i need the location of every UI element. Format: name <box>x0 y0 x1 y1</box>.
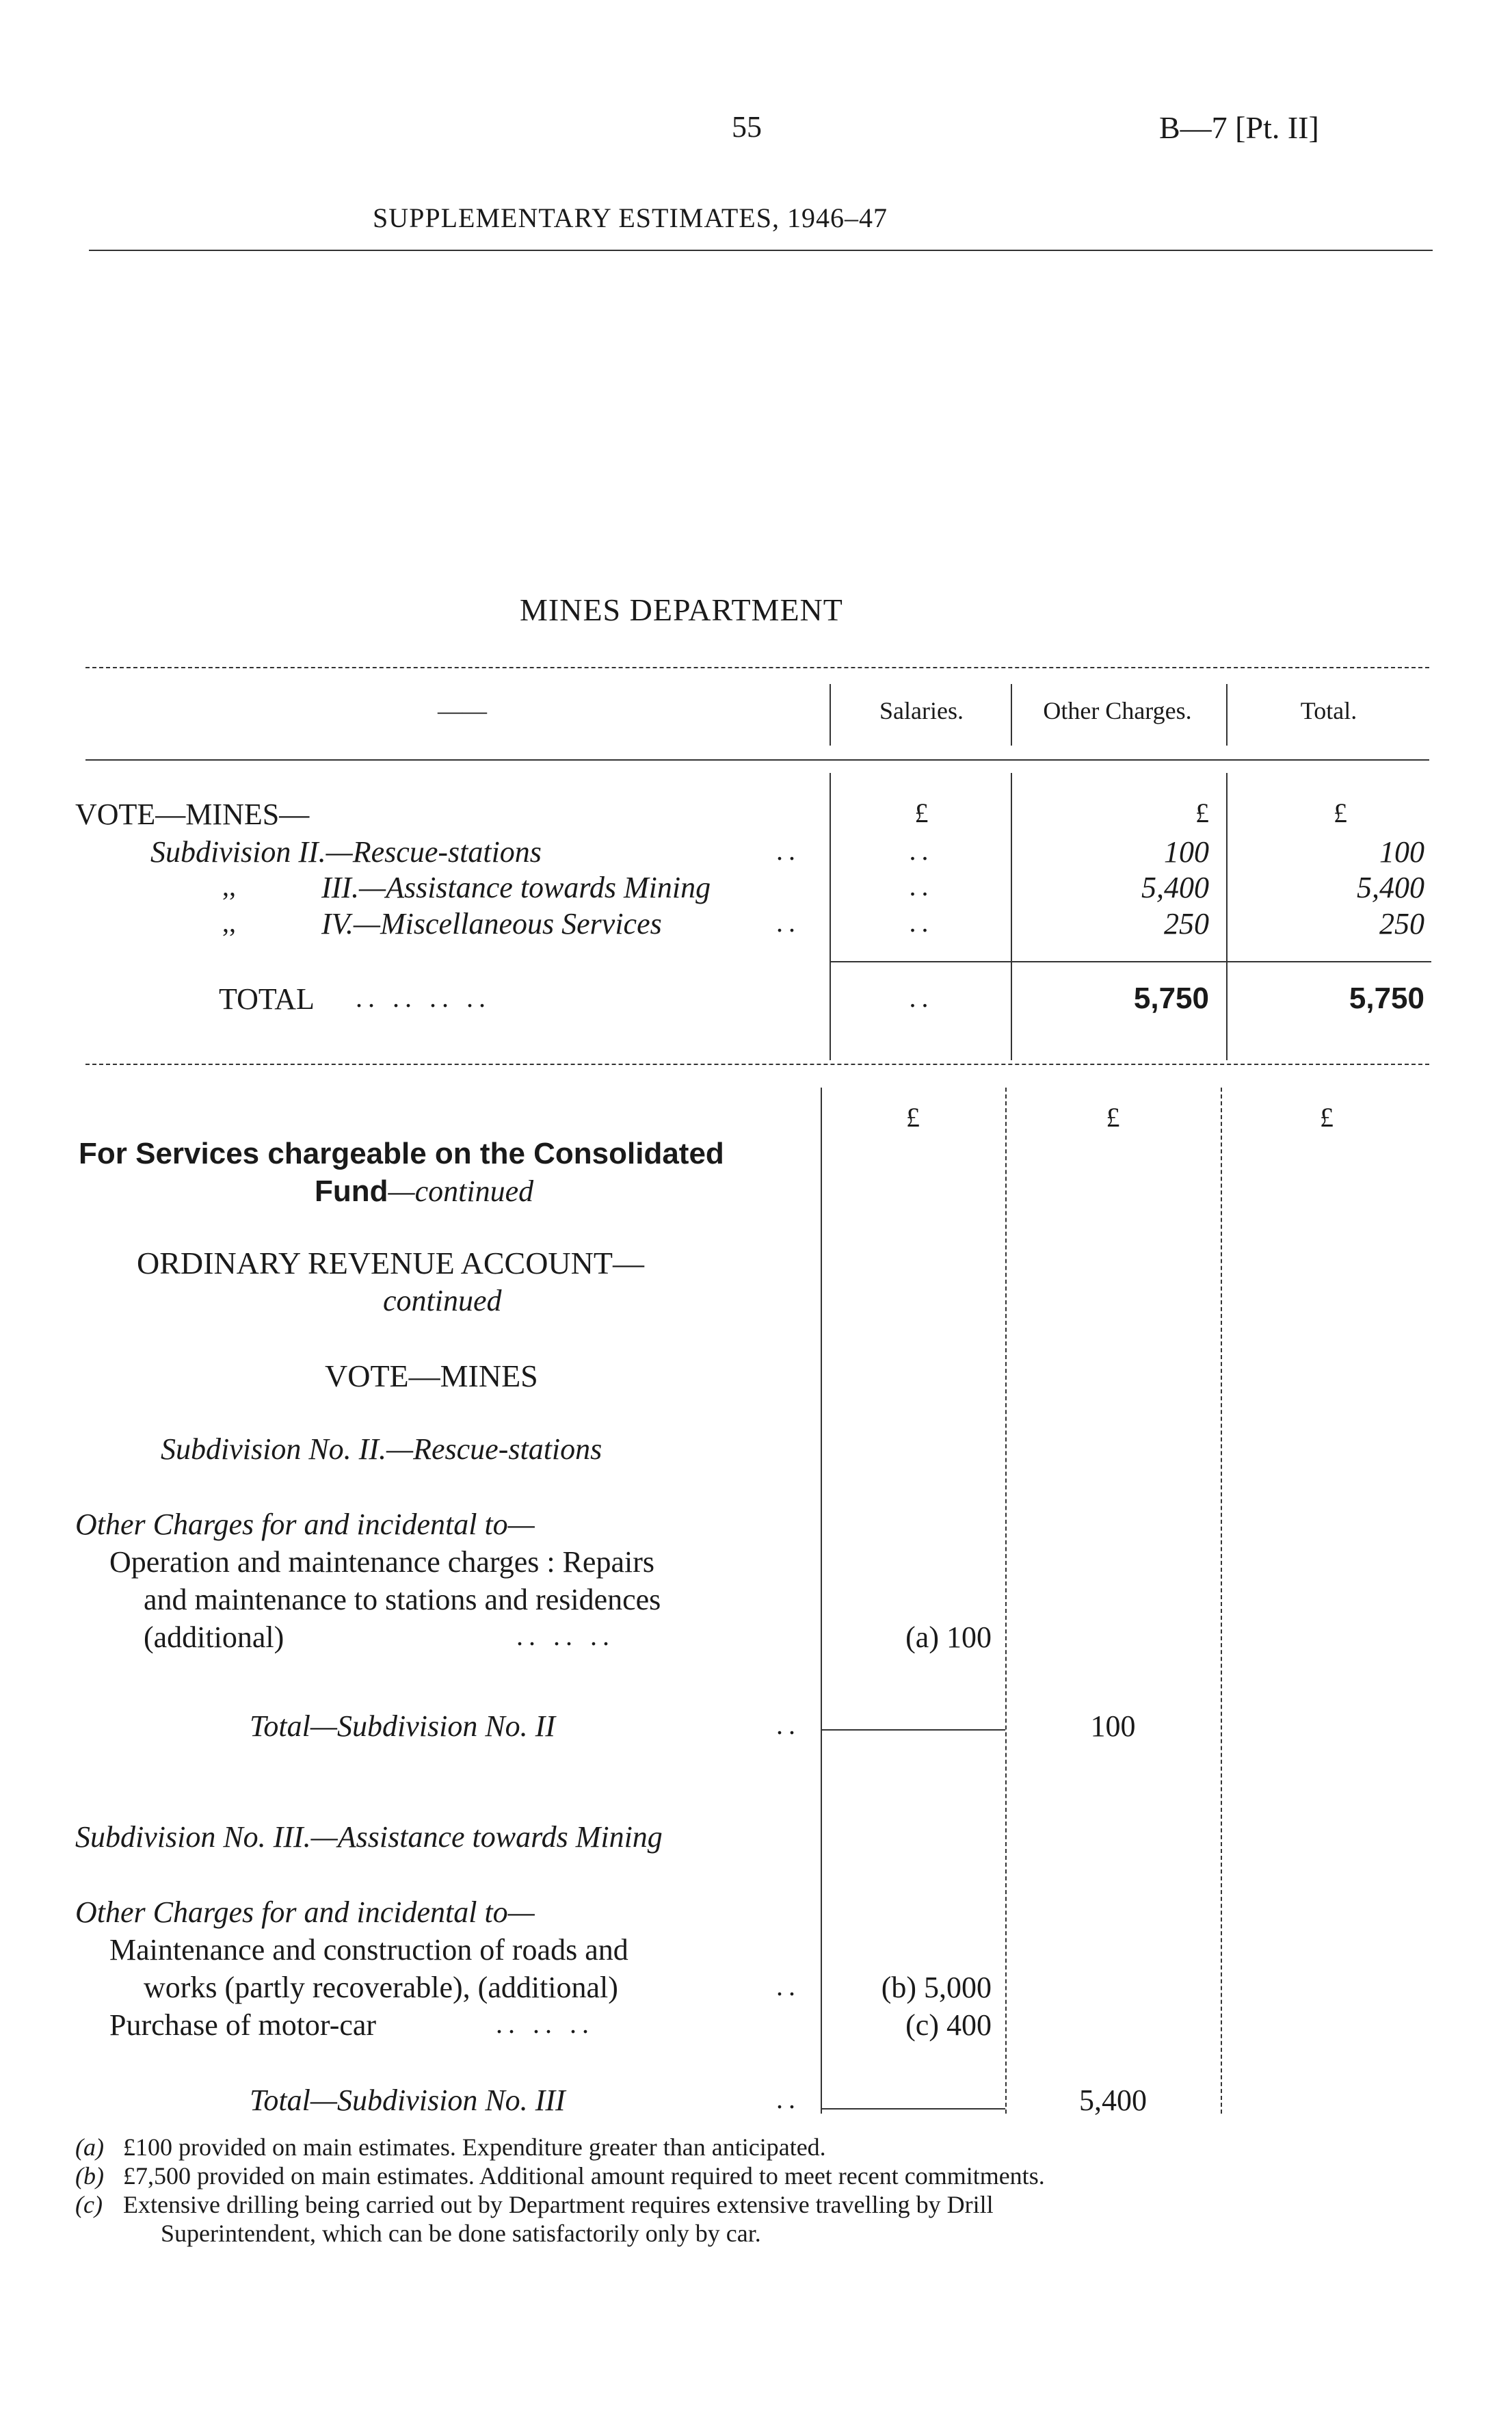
summary-row-3-label: IV.—Miscellaneous Services <box>321 907 662 941</box>
footnote-c-continuation: Superintendent, which can be done satisfactorily only by car. <box>161 2220 761 2247</box>
subdiv3-total-leader: .. <box>776 2084 801 2114</box>
header-bottom-rule <box>85 759 1429 761</box>
detail-col-rule-1 <box>821 1088 822 2114</box>
subdiv3-total-amount: 5,400 <box>1079 2084 1147 2117</box>
subdiv3-charges-heading: Other Charges for and incidental to— <box>75 1895 535 1929</box>
vote-heading: VOTE—MINES <box>325 1358 538 1393</box>
page-number: 55 <box>732 110 762 144</box>
summary-row-3-total: 250 <box>1379 907 1424 941</box>
subdiv3-total-rule <box>821 2108 1005 2110</box>
col-rule-2-header <box>1011 684 1012 746</box>
detail-currency-1: £ <box>906 1102 920 1133</box>
subdiv2-item-line-3: (additional) <box>144 1620 284 1654</box>
subdiv3-item-1-line-2: works (partly recoverable), (additional) <box>144 1971 618 2004</box>
total-top-rule <box>830 961 1431 962</box>
summary-total-label: TOTAL <box>219 982 315 1016</box>
summary-row-3-other: 250 <box>1164 907 1209 941</box>
subdiv3-item-1-amount: (b) 5,000 <box>881 1971 992 2004</box>
summary-row-1-total: 100 <box>1379 835 1424 869</box>
footnote-c-text: Extensive drilling being carried out by Department requires extensive travelling by Drill <box>123 2191 994 2218</box>
column-header-total: Total. <box>1300 697 1357 724</box>
summary-total-salaries: .. <box>909 982 934 1013</box>
footnote-b-text: £7,500 provided on main estimates. Additional amount required to meet recent commitments. <box>123 2162 1045 2190</box>
summary-bottom-rule <box>85 1064 1429 1065</box>
account-heading: ORDINARY REVENUE ACCOUNT— <box>137 1246 644 1280</box>
subdiv2-charges-heading: Other Charges for and incidental to— <box>75 1508 535 1541</box>
summary-row-2-other: 5,400 <box>1141 871 1209 904</box>
header-rule <box>89 250 1433 251</box>
footnote-a-text: £100 provided on main estimates. Expenditure greater than anticipated. <box>123 2133 826 2161</box>
subdiv3-heading: Subdivision No. III.—Assistance towards Mining <box>75 1820 663 1854</box>
detail-currency-2: £ <box>1106 1102 1120 1133</box>
services-heading-fund: Fund <box>315 1174 388 1208</box>
footnote-c-mark: (c) <box>75 2191 103 2218</box>
summary-row-1-leader: .. <box>776 835 801 866</box>
subdiv3-item-1-leader: .. <box>776 1971 801 2001</box>
currency-salaries: £ <box>914 798 929 828</box>
footnote-a-mark: (a) <box>75 2133 104 2161</box>
subdiv2-total-leader: .. <box>776 1709 801 1740</box>
summary-row-3-ditto: ,, <box>222 907 236 938</box>
subdiv3-total-label: Total—Subdivision No. III <box>250 2084 566 2117</box>
summary-row-2-salaries: .. <box>909 871 934 902</box>
vote-label: VOTE—MINES— <box>75 798 310 831</box>
summary-row-1-other: 100 <box>1164 835 1209 869</box>
summary-row-2-ditto: ,, <box>222 871 236 902</box>
summary-row-1-label: Subdivision II.—Rescue-stations <box>150 835 542 869</box>
col-rule-3-header <box>1226 684 1228 746</box>
services-heading-line-2 <box>315 1174 533 1209</box>
summary-total-other: 5,750 <box>1133 982 1209 1015</box>
summary-row-2-total: 5,400 <box>1357 871 1424 904</box>
subdiv2-item-leader: .. .. .. <box>516 1620 615 1651</box>
subdiv3-item-2-amount: (c) 400 <box>905 2008 992 2042</box>
summary-row-3-salaries: .. <box>909 907 934 938</box>
services-heading-line-1: For Services chargeable on the Consolidated <box>79 1137 724 1170</box>
column-header-salaries: Salaries. <box>879 697 964 724</box>
subdiv2-heading: Subdivision No. II.—Rescue-stations <box>161 1432 602 1466</box>
department-heading: MINES DEPARTMENT <box>520 592 843 627</box>
currency-total: £ <box>1334 798 1347 828</box>
subdiv3-item-2-leader: .. .. .. <box>496 2008 594 2039</box>
summary-row-2-label: III.—Assistance towards Mining <box>321 871 711 904</box>
detail-col-rule-3 <box>1221 1088 1222 2114</box>
table-top-rule <box>85 667 1429 668</box>
column-header-blank: —— <box>438 697 487 724</box>
detail-currency-3: £ <box>1320 1102 1334 1133</box>
detail-col-rule-2 <box>1005 1088 1007 2114</box>
subdiv2-total-amount: 100 <box>1090 1709 1136 1743</box>
footnote-b-mark: (b) <box>75 2162 104 2190</box>
summary-total-leader: .. .. .. .. <box>356 982 491 1013</box>
page-title: SUPPLEMENTARY ESTIMATES, 1946–47 <box>373 202 888 233</box>
subdiv2-item-amount: (a) 100 <box>905 1620 992 1654</box>
subdiv2-total-rule <box>821 1729 1005 1731</box>
summary-row-1-salaries: .. <box>909 835 934 866</box>
summary-row-3-leader: .. <box>776 907 801 938</box>
column-header-other-charges: Other Charges. <box>1043 697 1192 724</box>
subdiv3-item-2-label: Purchase of motor-car <box>109 2008 377 2042</box>
subdiv2-total-label: Total—Subdivision No. II <box>250 1709 555 1743</box>
subdiv3-item-1-line-1: Maintenance and construction of roads and <box>109 1933 628 1967</box>
col-rule-1-header <box>830 684 831 746</box>
currency-other: £ <box>1195 798 1209 828</box>
services-heading-continued: —continued <box>388 1174 534 1208</box>
account-continued: continued <box>383 1284 502 1317</box>
page-reference: B—7 [Pt. II] <box>1159 110 1319 145</box>
subdiv2-item-line-1: Operation and maintenance charges : Repairs <box>109 1545 654 1579</box>
summary-total-total: 5,750 <box>1349 982 1424 1015</box>
subdiv2-item-line-2: and maintenance to stations and residences <box>144 1583 661 1616</box>
